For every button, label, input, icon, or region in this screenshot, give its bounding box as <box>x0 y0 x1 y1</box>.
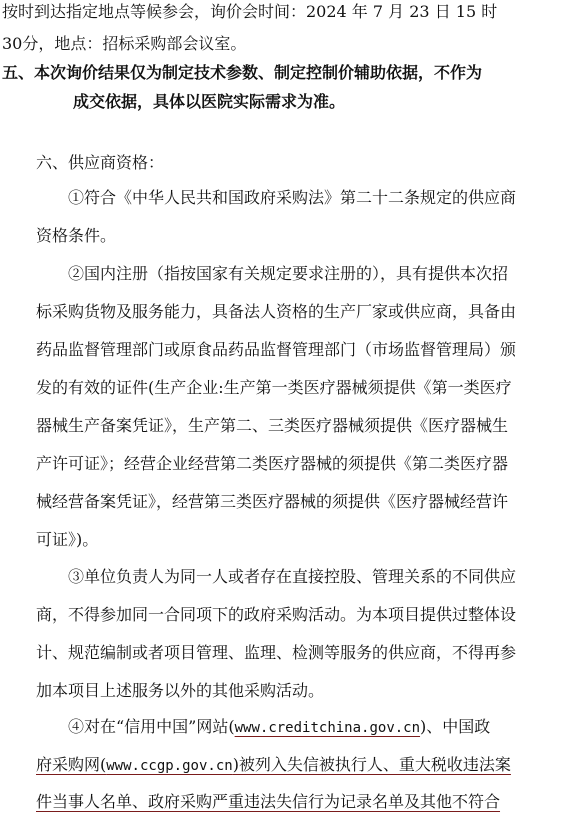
text-line: 件当事人名单、政府采购严重违法失信行为记录名单及其他不符合 <box>36 792 501 811</box>
text-segment: 府采购网( <box>36 755 107 774</box>
text-line: 可证》)。 <box>36 530 99 549</box>
text-line: 产许可证》；经营企业经营第二类医疗器械的须提供《第二类医疗器 <box>36 454 509 473</box>
text-segment: )被列入失信被执行人、重大税收违法案 <box>232 755 511 774</box>
qualification-item-2: ②国内注册（指按国家有关规定要求注册的），具有提供本次招 <box>68 264 509 283</box>
text-line: 药品监督管理部门或原食品药品监督管理部门（市场监督管理局）颁 <box>36 340 517 359</box>
text-line: 计、规范编制或者项目管理、监理、检测等服务的供应商，不得再参 <box>36 643 517 662</box>
text-line: 资格条件。 <box>36 226 117 245</box>
text-line: 按时到达指定地点等候参会，询价会时间：2024 年 7 月 23 日 15 时 <box>2 2 498 21</box>
text-line: 器械生产备案凭证》，生产第二、三类医疗器械须提供《医疗器械生 <box>36 416 509 435</box>
section-five-heading: 五、本次询价结果仅为制定技术参数、制定控制价辅助依据，不作为 <box>2 63 483 82</box>
text-line: 标采购货物及服务能力，具备法人资格的生产厂家或供应商，具备由 <box>36 302 517 321</box>
text-line: 商，不得参加同一合同项下的政府采购活动。为本项目提供过整体设 <box>36 605 517 624</box>
ccgp-link[interactable]: www.ccgp.gov.cn <box>106 758 233 774</box>
qualification-item-1: ①符合《中华人民共和国政府采购法》第二十二条规定的供应商 <box>68 188 517 207</box>
text-line: 加本项目上述服务以外的其他采购活动。 <box>36 681 325 700</box>
section-five-continuation: 成交依据，具体以医院实际需求为准。 <box>73 92 346 111</box>
text-line: 30分，地点：招标采购部会议室。 <box>2 34 247 53</box>
text-line: 发的有效的证件(生产企业:生产第一类医疗器械须提供《第一类医疗 <box>36 378 512 397</box>
text-segment: ④对在“信用中国”网站( <box>68 717 235 736</box>
text-segment: )、中国政 <box>420 717 491 736</box>
qualification-item-4 <box>68 717 490 738</box>
text-line <box>36 755 511 776</box>
section-six-heading: 六、供应商资格： <box>36 153 165 172</box>
creditchina-link[interactable]: www.creditchina.gov.cn <box>234 720 421 736</box>
text-line: 械经营备案凭证》，经营第三类医疗器械的须提供《医疗器械经营许 <box>36 492 509 511</box>
qualification-item-3: ③单位负责人为同一人或者存在直接控股、管理关系的不同供应 <box>68 567 517 586</box>
